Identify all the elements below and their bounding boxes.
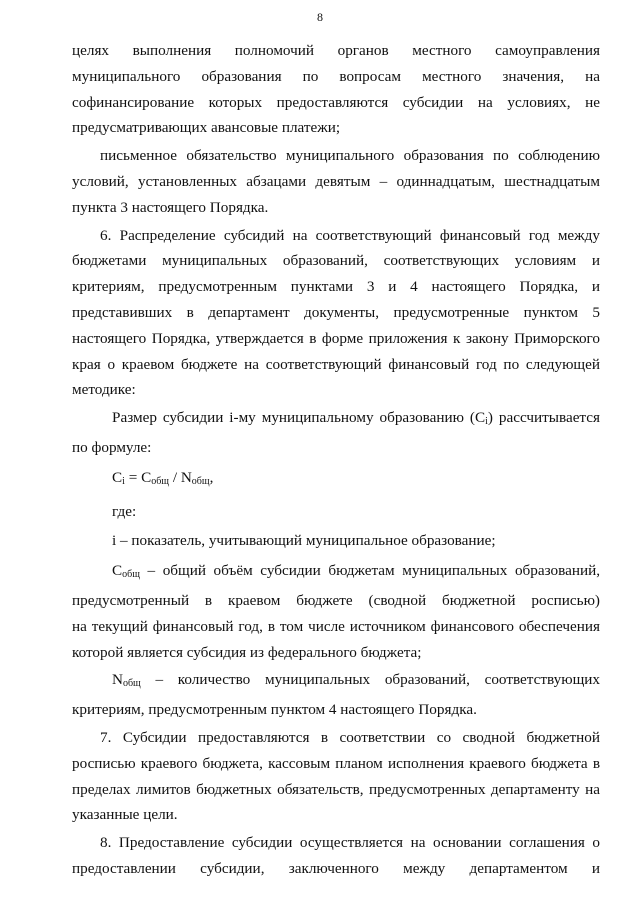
text-line: критериям, предусмотренным пунктами 3 и 4 настоящего Порядка, и bbox=[72, 278, 600, 296]
text-line: указанные цели. bbox=[72, 806, 178, 824]
formula: $C_i = C_{общ} / N_{общ}$, bbox=[112, 468, 214, 487]
text-line: пункта 3 настоящего Порядка. bbox=[72, 198, 269, 216]
text-line: бюджетами муниципальных образований, соответствующих условиям и bbox=[72, 252, 600, 270]
definition-c-total bbox=[72, 558, 600, 665]
paragraph-7 bbox=[72, 725, 600, 828]
where-label: где: bbox=[112, 502, 137, 520]
paragraph-8 bbox=[72, 830, 600, 882]
text-line: $C_{общ}$ – общий объём субсидии бюджетам муниципальных образований, bbox=[112, 562, 600, 581]
paragraph-subsidy-size bbox=[72, 405, 600, 461]
text-line: критериям, предусмотренным пунктом 4 настоящего Порядка. bbox=[72, 701, 477, 719]
text-line: муниципального образования по вопросам местного значения, на bbox=[72, 67, 600, 85]
text-line: росписью краевого бюджета, кассовым планом исполнения краевого бюджета в bbox=[72, 754, 600, 772]
text-line: целях выполнения полномочий органов местного самоуправления bbox=[72, 42, 600, 59]
text-line: 6. Распределение субсидий на соответствующий финансовый год между bbox=[100, 226, 600, 244]
text-line: настоящего Порядка, утверждается в форме приложения к закону Приморского bbox=[72, 329, 600, 347]
text-line: по формуле: bbox=[72, 438, 152, 456]
text-line: предусмотренный в краевом бюджете (сводной бюджетной росписью) bbox=[72, 591, 600, 609]
page-number: 8 bbox=[317, 10, 323, 24]
text-line: предусматривающих авансовые платежи; bbox=[72, 119, 341, 137]
text-line: Размер субсидии i-му муниципальному образованию $(C_i)$ рассчитывается bbox=[112, 409, 600, 428]
definition-n-total bbox=[72, 667, 600, 723]
text-line: края о краевом бюджете на соответствующий финансовый год по следующей bbox=[72, 355, 600, 373]
text-line: представивших в департамент документы, предусмотренные пунктом 5 bbox=[72, 303, 600, 321]
text-line: условий, установленных абзацами девятым – одиннадцатым, шестнадцатым bbox=[72, 172, 600, 190]
text-line: пределах лимитов бюджетных обязательств, предусмотренных департаменту на bbox=[72, 780, 600, 798]
paragraph-0 bbox=[72, 38, 600, 141]
text-line: на текущий финансовый год, в том числе источником финансового обеспечения bbox=[72, 617, 600, 635]
text-line: софинансирование которых предоставляются субсидии на условиях, не bbox=[72, 93, 600, 111]
paragraph-6 bbox=[72, 223, 600, 404]
text-line: 8. Предоставление субсидии осуществляется на основании соглашения о bbox=[100, 834, 600, 852]
text-line: письменное обязательство муниципального образования по соблюдению bbox=[100, 147, 600, 165]
text-line: которой является субсидия из федерального бюджета; bbox=[72, 643, 422, 661]
text-line: предоставлении субсидии, заключенного между департаментом и bbox=[72, 859, 600, 877]
document-body bbox=[72, 38, 600, 884]
paragraph-1 bbox=[72, 143, 600, 220]
text-line: методике: bbox=[72, 381, 136, 399]
text-line: 7. Субсидии предоставляются в соответствии со сводной бюджетной bbox=[100, 728, 600, 746]
text-line: $N_{общ}$ – количество муниципальных образований, соответствующих bbox=[112, 671, 600, 690]
definition-i: i – показатель, учитывающий муниципальное образование; bbox=[112, 532, 496, 550]
